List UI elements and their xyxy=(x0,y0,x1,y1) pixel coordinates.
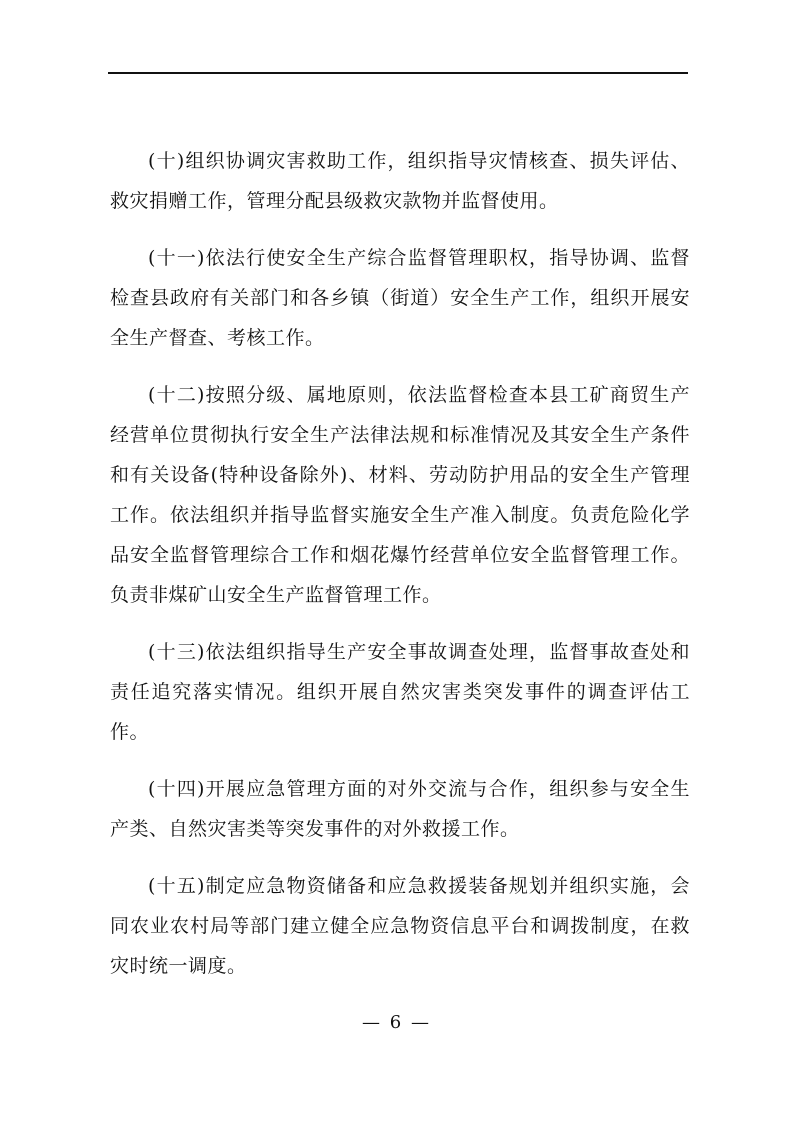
paragraph-13: (十三)依法组织指导生产安全事故调查处理，监督事故查处和责任追究落实情况。组织开展自然灾害类突发事件的调查评估工作。 xyxy=(110,641,690,743)
paragraph-14: (十四)开展应急管理方面的对外交流与合作，组织参与安全生产类、自然灾害类等突发事件的对外救援工作。 xyxy=(110,778,690,840)
paragraph-11: (十一)依法行使安全生产综合监督管理职权，指导协调、监督检查县政府有关部门和各乡镇（街道）安全生产工作，组织开展安全生产督查、考核工作。 xyxy=(110,247,690,349)
paragraph-15: (十五)制定应急物资储备和应急救援装备规划并组织实施，会同农业农村局等部门建立健全应急物资信息平台和调拨制度，在救灾时统一调度。 xyxy=(110,875,690,977)
header-rule xyxy=(108,72,688,74)
paragraph-10: (十)组织协调灾害救助工作，组织指导灾情核查、损失评估、救灾捐赠工作，管理分配县级救灾款物并监督使用。 xyxy=(110,150,690,212)
paragraph-12: (十二)按照分级、属地原则，依法监督检查本县工矿商贸生产经营单位贯彻执行安全生产法律法规和标准情况及其安全生产条件和有关设备(特种设备除外)、材料、劳动防护用品的安全生产管理工作。依法组织并指导监督实施安全生产准入制度。负责危险化学品安全监督管理综合工作和烟花爆竹经营单位安全监督管理工作。负责非煤矿山安全生产监督管理工作。 xyxy=(110,384,690,606)
document-body xyxy=(110,141,690,1003)
page-number: — 6 — xyxy=(362,1012,431,1033)
